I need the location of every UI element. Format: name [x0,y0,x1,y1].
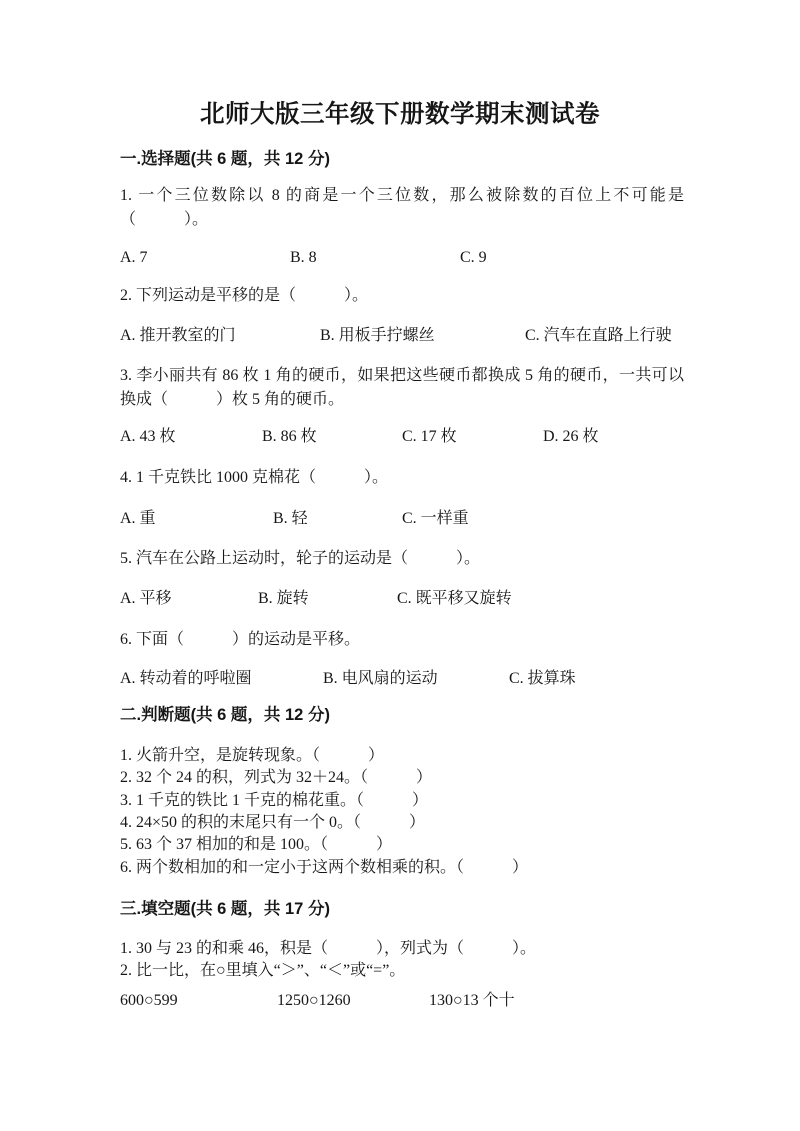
section-choice-heading: 一.选择题(共 6 题，共 12 分) [120,150,330,168]
question-5-option-c: C. 既平移又旋转 [397,590,512,607]
question-5-option-a: A. 平移 [120,590,172,607]
fill-compare-row [120,991,686,1011]
question-3-text-line-1: 3. 李小丽共有 86 枚 1 角的硬币，如果把这些硬币都换成 5 角的硬币，一共可以 [120,367,684,384]
question-1-text-line-1: 1. 一个三位数除以 8 的商是一个三位数，那么被除数的百位上不可能是 [120,187,684,204]
question-4-option-b: B. 轻 [273,510,308,527]
section-fill-heading: 三.填空题(共 6 题，共 17 分) [120,900,330,918]
fill-item-2: 2. 比一比，在○里填入“＞”、“＜”或“=”。 [120,962,406,979]
question-4-options [120,509,686,529]
question-6-option-c: C. 拔算珠 [509,670,576,687]
judge-item-4: 4. 24×50 的积的末尾只有一个 0。（ ） [120,814,426,831]
question-6-option-b: B. 电风扇的运动 [323,670,438,687]
question-3-text-line-2: 换成（ ）枚 5 角的硬币。 [120,391,345,408]
question-3-option-d: D. 26 枚 [543,428,599,445]
question-4-option-a: A. 重 [120,510,156,527]
question-2-options [120,326,686,346]
question-1-option-b: B. 8 [290,249,317,266]
question-2-option-b: B. 用板手拧螺丝 [320,327,435,344]
question-4-text: 4. 1 千克铁比 1000 克棉花（ ）。 [120,469,389,486]
question-6-option-a: A. 转动着的呼啦圈 [120,670,252,687]
question-1-option-c: C. 9 [460,249,487,266]
question-3-options [120,427,686,447]
section-judge-heading: 二.判断题(共 6 题，共 12 分) [120,706,330,724]
question-2-option-c: C. 汽车在直路上行驶 [525,327,672,344]
judge-item-5: 5. 63 个 37 相加的和是 100。（ ） [120,836,393,853]
question-1-option-a: A. 7 [120,249,148,266]
compare-expression-3: 130○13 个十 [429,992,515,1009]
judge-item-1: 1. 火箭升空，是旋转现象。（ ） [120,747,385,764]
compare-expression-2: 1250○1260 [277,992,351,1009]
judge-item-3: 3. 1 千克的铁比 1 千克的棉花重。（ ） [120,792,429,809]
question-4-option-c: C. 一样重 [402,510,469,527]
question-3-option-a: A. 43 枚 [120,428,176,445]
judge-item-6: 6. 两个数相加的和一定小于这两个数相乘的积。（ ） [120,859,529,876]
exam-title: 北师大版三年级下册数学期末测试卷 [200,101,600,128]
question-3-option-c: C. 17 枚 [402,428,457,445]
question-2-option-a: A. 推开教室的门 [120,327,236,344]
question-6-text: 6. 下面（ ）的运动是平移。 [120,631,361,648]
question-2-text: 2. 下列运动是平移的是（ ）。 [120,287,369,304]
compare-expression-1: 600○599 [120,992,178,1009]
question-5-text: 5. 汽车在公路上运动时，轮子的运动是（ ）。 [120,550,481,567]
question-1-options [120,248,686,268]
question-6-options [120,669,686,689]
judge-item-2: 2. 32 个 24 的积，列式为 32＋24。（ ） [120,769,433,786]
question-1-text-line-2: （ ）。 [120,211,209,228]
question-5-options [120,589,686,609]
question-5-option-b: B. 旋转 [258,590,309,607]
question-3-option-b: B. 86 枚 [262,428,317,445]
fill-item-1: 1. 30 与 23 的和乘 46，积是（ ），列式为（ ）。 [120,940,537,957]
